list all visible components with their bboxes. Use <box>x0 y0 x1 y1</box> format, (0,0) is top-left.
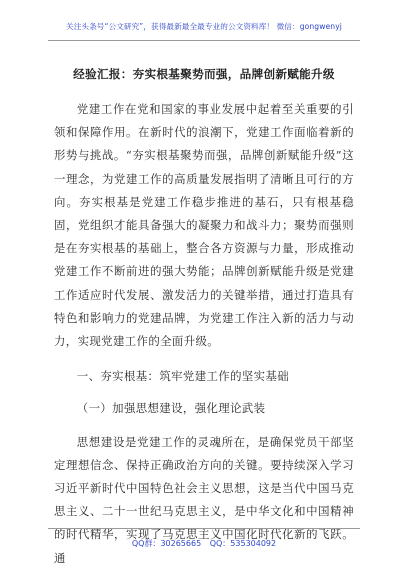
document-body <box>54 54 354 570</box>
header-notice: 关注头条号“公文研究”，获得最新最全最专业的公文资料库！ 微信：gongwenyj <box>66 22 342 31</box>
header-divider <box>48 40 360 41</box>
document-title: 经验汇报：夯实根基聚势而强，品牌创新赋能升级 <box>73 67 335 81</box>
section-heading-1: 一、夯实根基：筑牢党建工作的坚实基础 <box>76 369 290 384</box>
body-paragraph: 思想建设是党建工作的灵魂所在，是确保党员干部坚定理想信念、保持正确政治方向的关键。要持续深入学习习近平新时代中国特色社会主义思想，这是当代中国马克思主义、二十一世纪马克思主义，是中华文化和中国精神的时代精华，实现了马克思主义中国化时代化新的飞跃。通 <box>54 434 354 565</box>
footer-contact: QQ群：30265665 QQ：535304092 <box>131 539 277 548</box>
footer-divider <box>48 528 360 529</box>
page-header <box>0 0 408 33</box>
intro-paragraph: 党建工作在党和国家的事业发展中起着至关重要的引领和保障作用。在新时代的浪潮下，党建工作面临着新的形势与挑战。“夯实根基聚势而强，品牌创新赋能升级”这一理念，为党建工作的高质量发展指明了清晰且可行的方向。夯实根基是党建工作稳步推进的基石，只有根基稳固，党组织才能具备强大的凝聚力和战斗力；聚势而强则是在夯实根基的基础上，整合各方资源与力量，形成推动党建工作不断前进的强大势能；品牌创新赋能升级是党建工作适应时代发展、激发活力的关键举措，通过打造具有特色和影响力的党建品牌，为党建工作注入新的活力与动力，实现党建工作的全面升级。 <box>54 102 354 349</box>
subsection-heading-1: （一）加强思想建设，强化理论武装 <box>76 401 266 416</box>
page-footer <box>48 528 360 549</box>
